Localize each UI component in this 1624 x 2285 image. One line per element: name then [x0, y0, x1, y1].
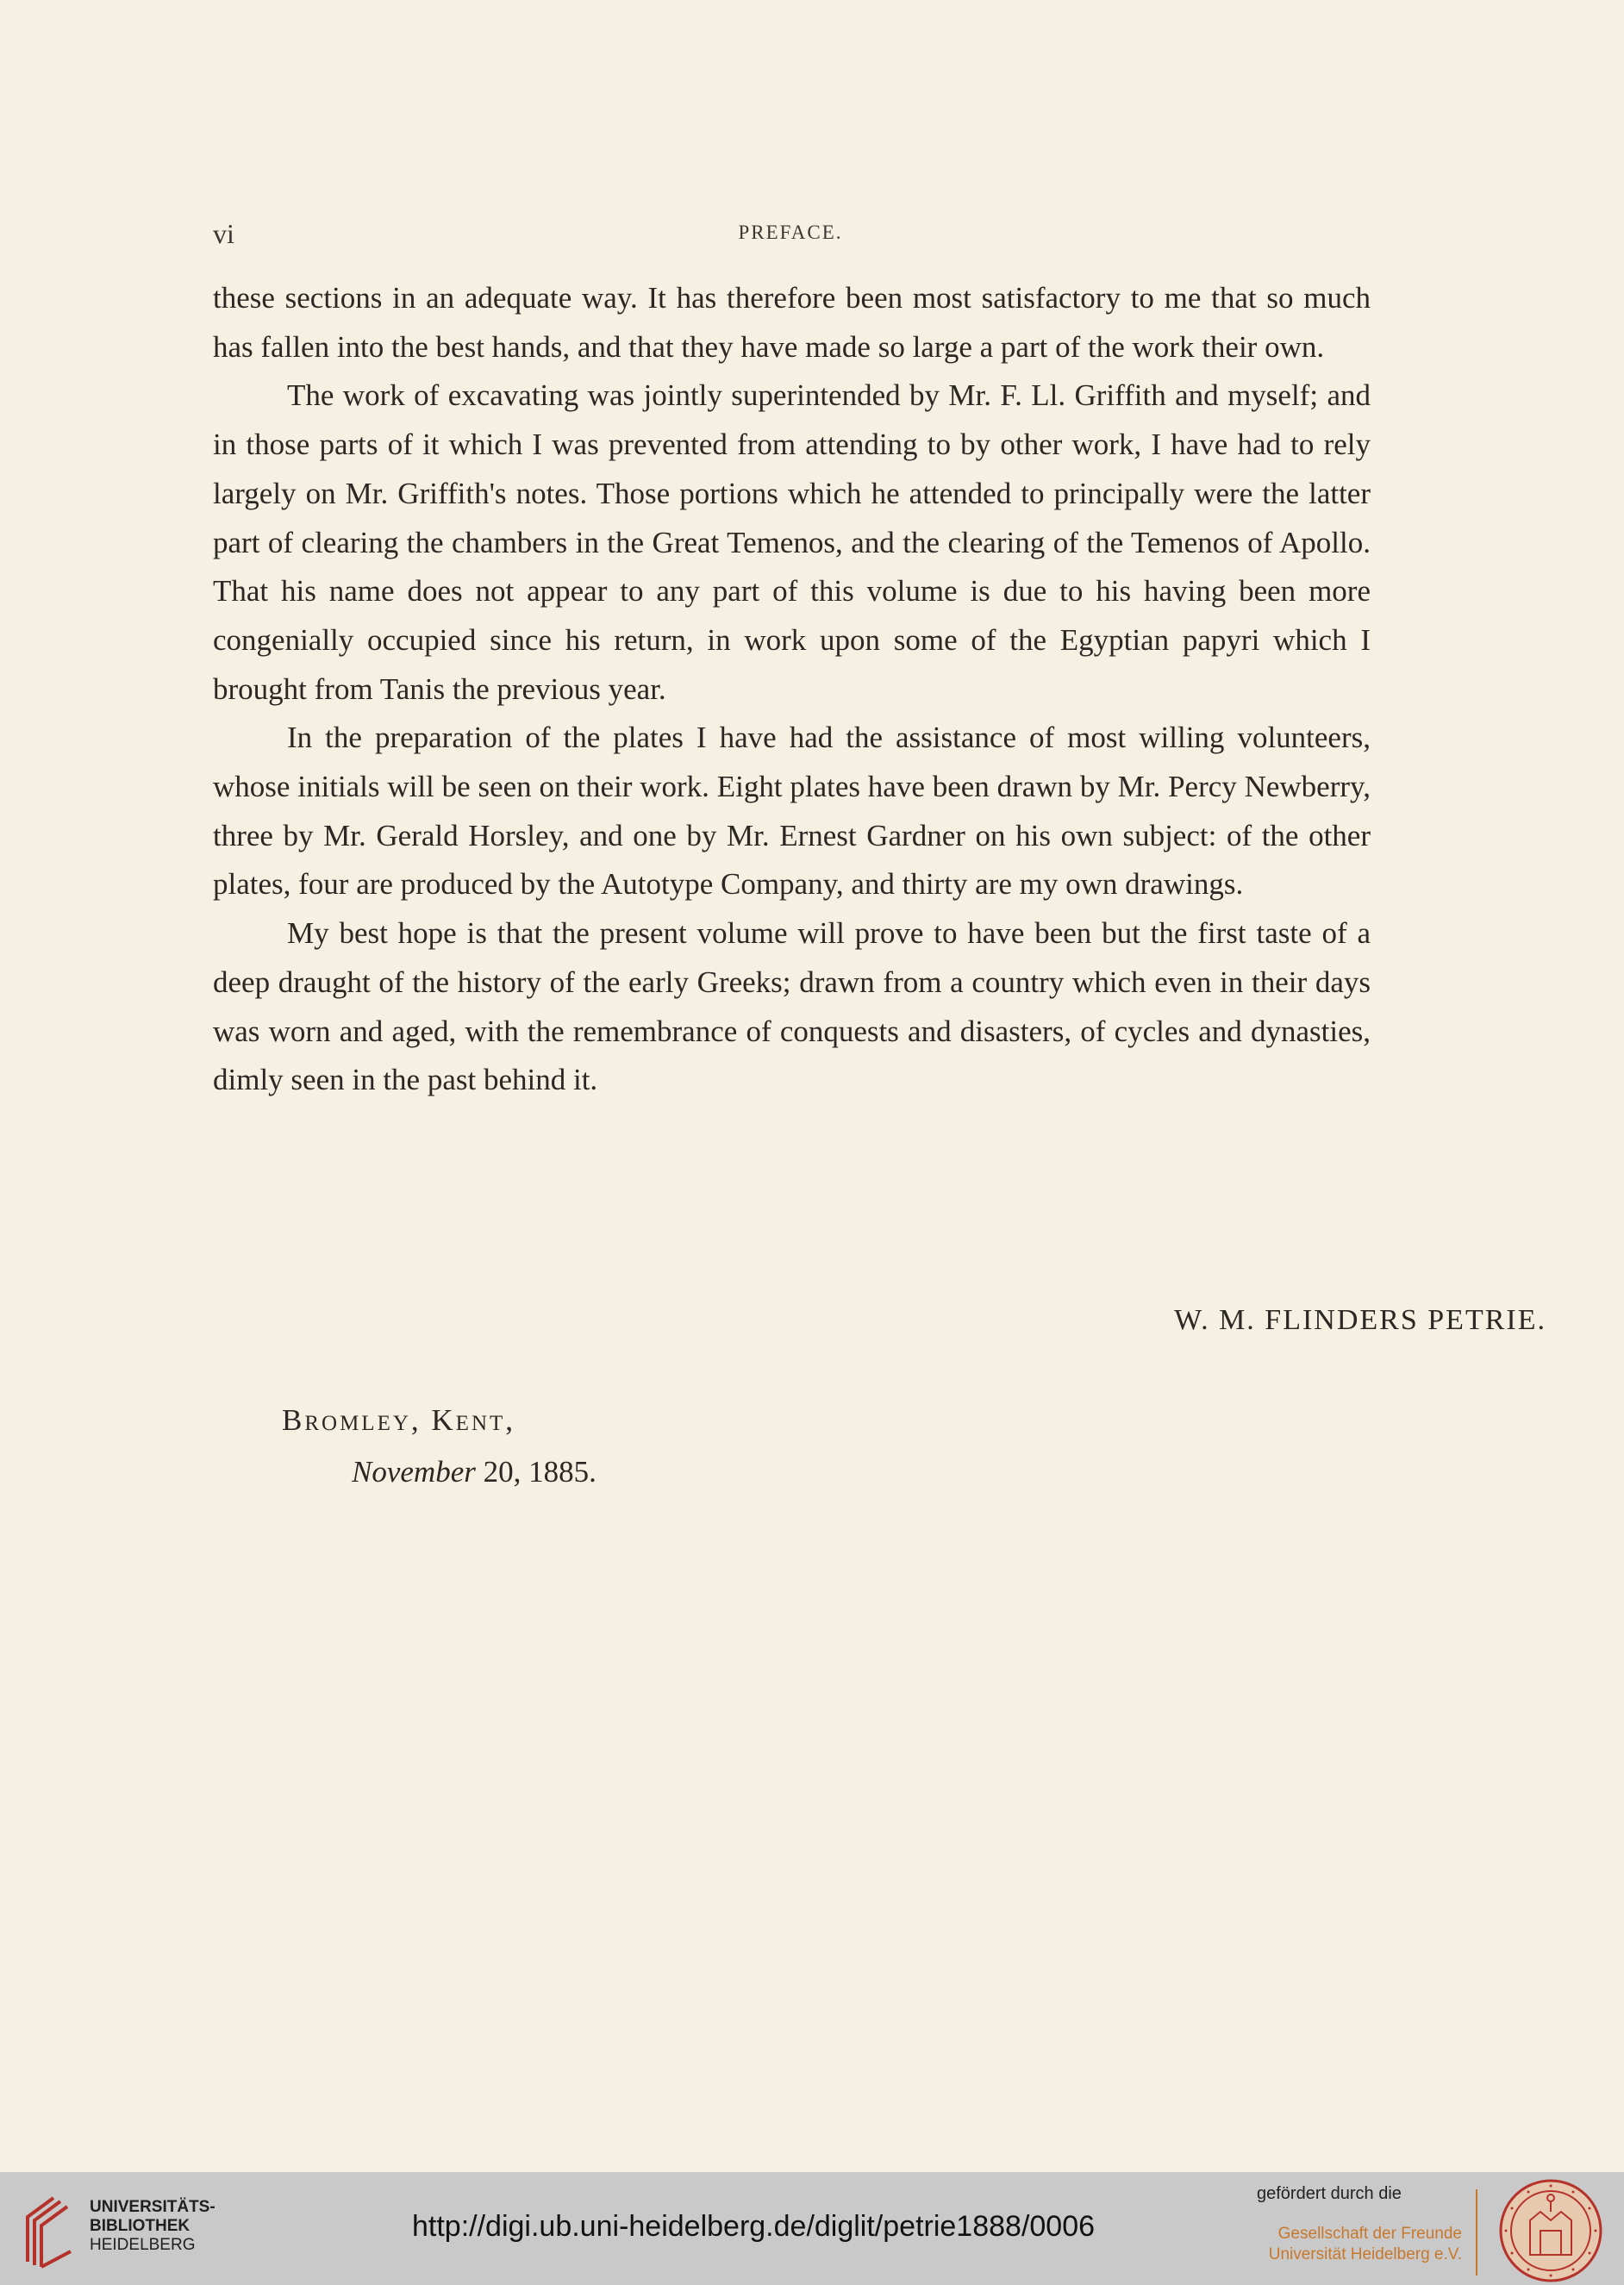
paragraph-plates: In the preparation of the plates I have had the assistance of most willing volunteers, whose initials will be seen on their work. Eight plates have been drawn by Mr. Percy Newberry, three by Mr. Gerald Horsley, and one by Mr. Ernest Gardner on his own subject: of the other plates, four are produced by the Autotype Company, and thirty are my own drawings. [213, 721, 1371, 902]
library-name-line2: BIBLIOTHEK [90, 2217, 191, 2235]
library-logo-icon [19, 2191, 79, 2269]
place-line: Bromley, Kent, [282, 1403, 516, 1437]
paragraph-excavation: The work of excavating was jointly superintended by Mr. F. Ll. Griffith and myself; and in those parts of it which I was prevented from attending to by other work, I have had to rely largely on Mr. Griffith's notes. Those portions which he attended to principally were the latter part of clearing the chambers in the Great Temenos, and the clearing of the Temenos of Apollo. That his name does not appear to any part of this volume is due to his having been more congenially occupied since his return, in work upon some of the Egyptian papyri which I brought from Tanis the previous year. [213, 378, 1371, 706]
date-line [352, 1455, 597, 1489]
page-number: vi [213, 218, 234, 249]
preface-text [213, 274, 1371, 1105]
footer-bar [0, 2172, 1624, 2285]
paragraph-continuation: these sections in an adequate way. It has therefore been most satisfactory to me that so much has fallen into the best hands, and that they have made so large a part of the work their own. [213, 281, 1371, 364]
sponsor-line2: Universität Heidelberg e.V. [1268, 2245, 1462, 2263]
paragraph-hope: My best hope is that the present volume will prove to have been but the first taste of a deep draught of the history of the early Greeks; drawn from a country which even in their days was worn and aged, with the remembrance of conquests and disasters, of cycles and dynasties, dimly seen in the past behind it. [213, 916, 1371, 1097]
running-head [213, 218, 1368, 253]
date-month: November [352, 1455, 476, 1489]
footer-divider [1476, 2189, 1477, 2276]
library-name-line1: UNIVERSITÄTS- [90, 2198, 215, 2216]
library-name-line3: HEIDELBERG [90, 2236, 196, 2254]
author-signature: W. M. FLINDERS PETRIE. [1174, 1304, 1546, 1336]
university-seal-icon [1497, 2177, 1604, 2284]
permalink-url[interactable]: http://digi.ub.uni-heidelberg.de/diglit/petrie1888/0006 [412, 2210, 1096, 2243]
running-title: PREFACE. [738, 222, 843, 243]
date-day-year: 20, 1885. [475, 1455, 597, 1489]
library-name [90, 2198, 215, 2255]
funded-by-label: gefördert durch die [1257, 2184, 1402, 2203]
sponsor-name [1255, 2224, 1462, 2265]
sponsor-line1: Gesellschaft der Freunde [1277, 2225, 1462, 2243]
